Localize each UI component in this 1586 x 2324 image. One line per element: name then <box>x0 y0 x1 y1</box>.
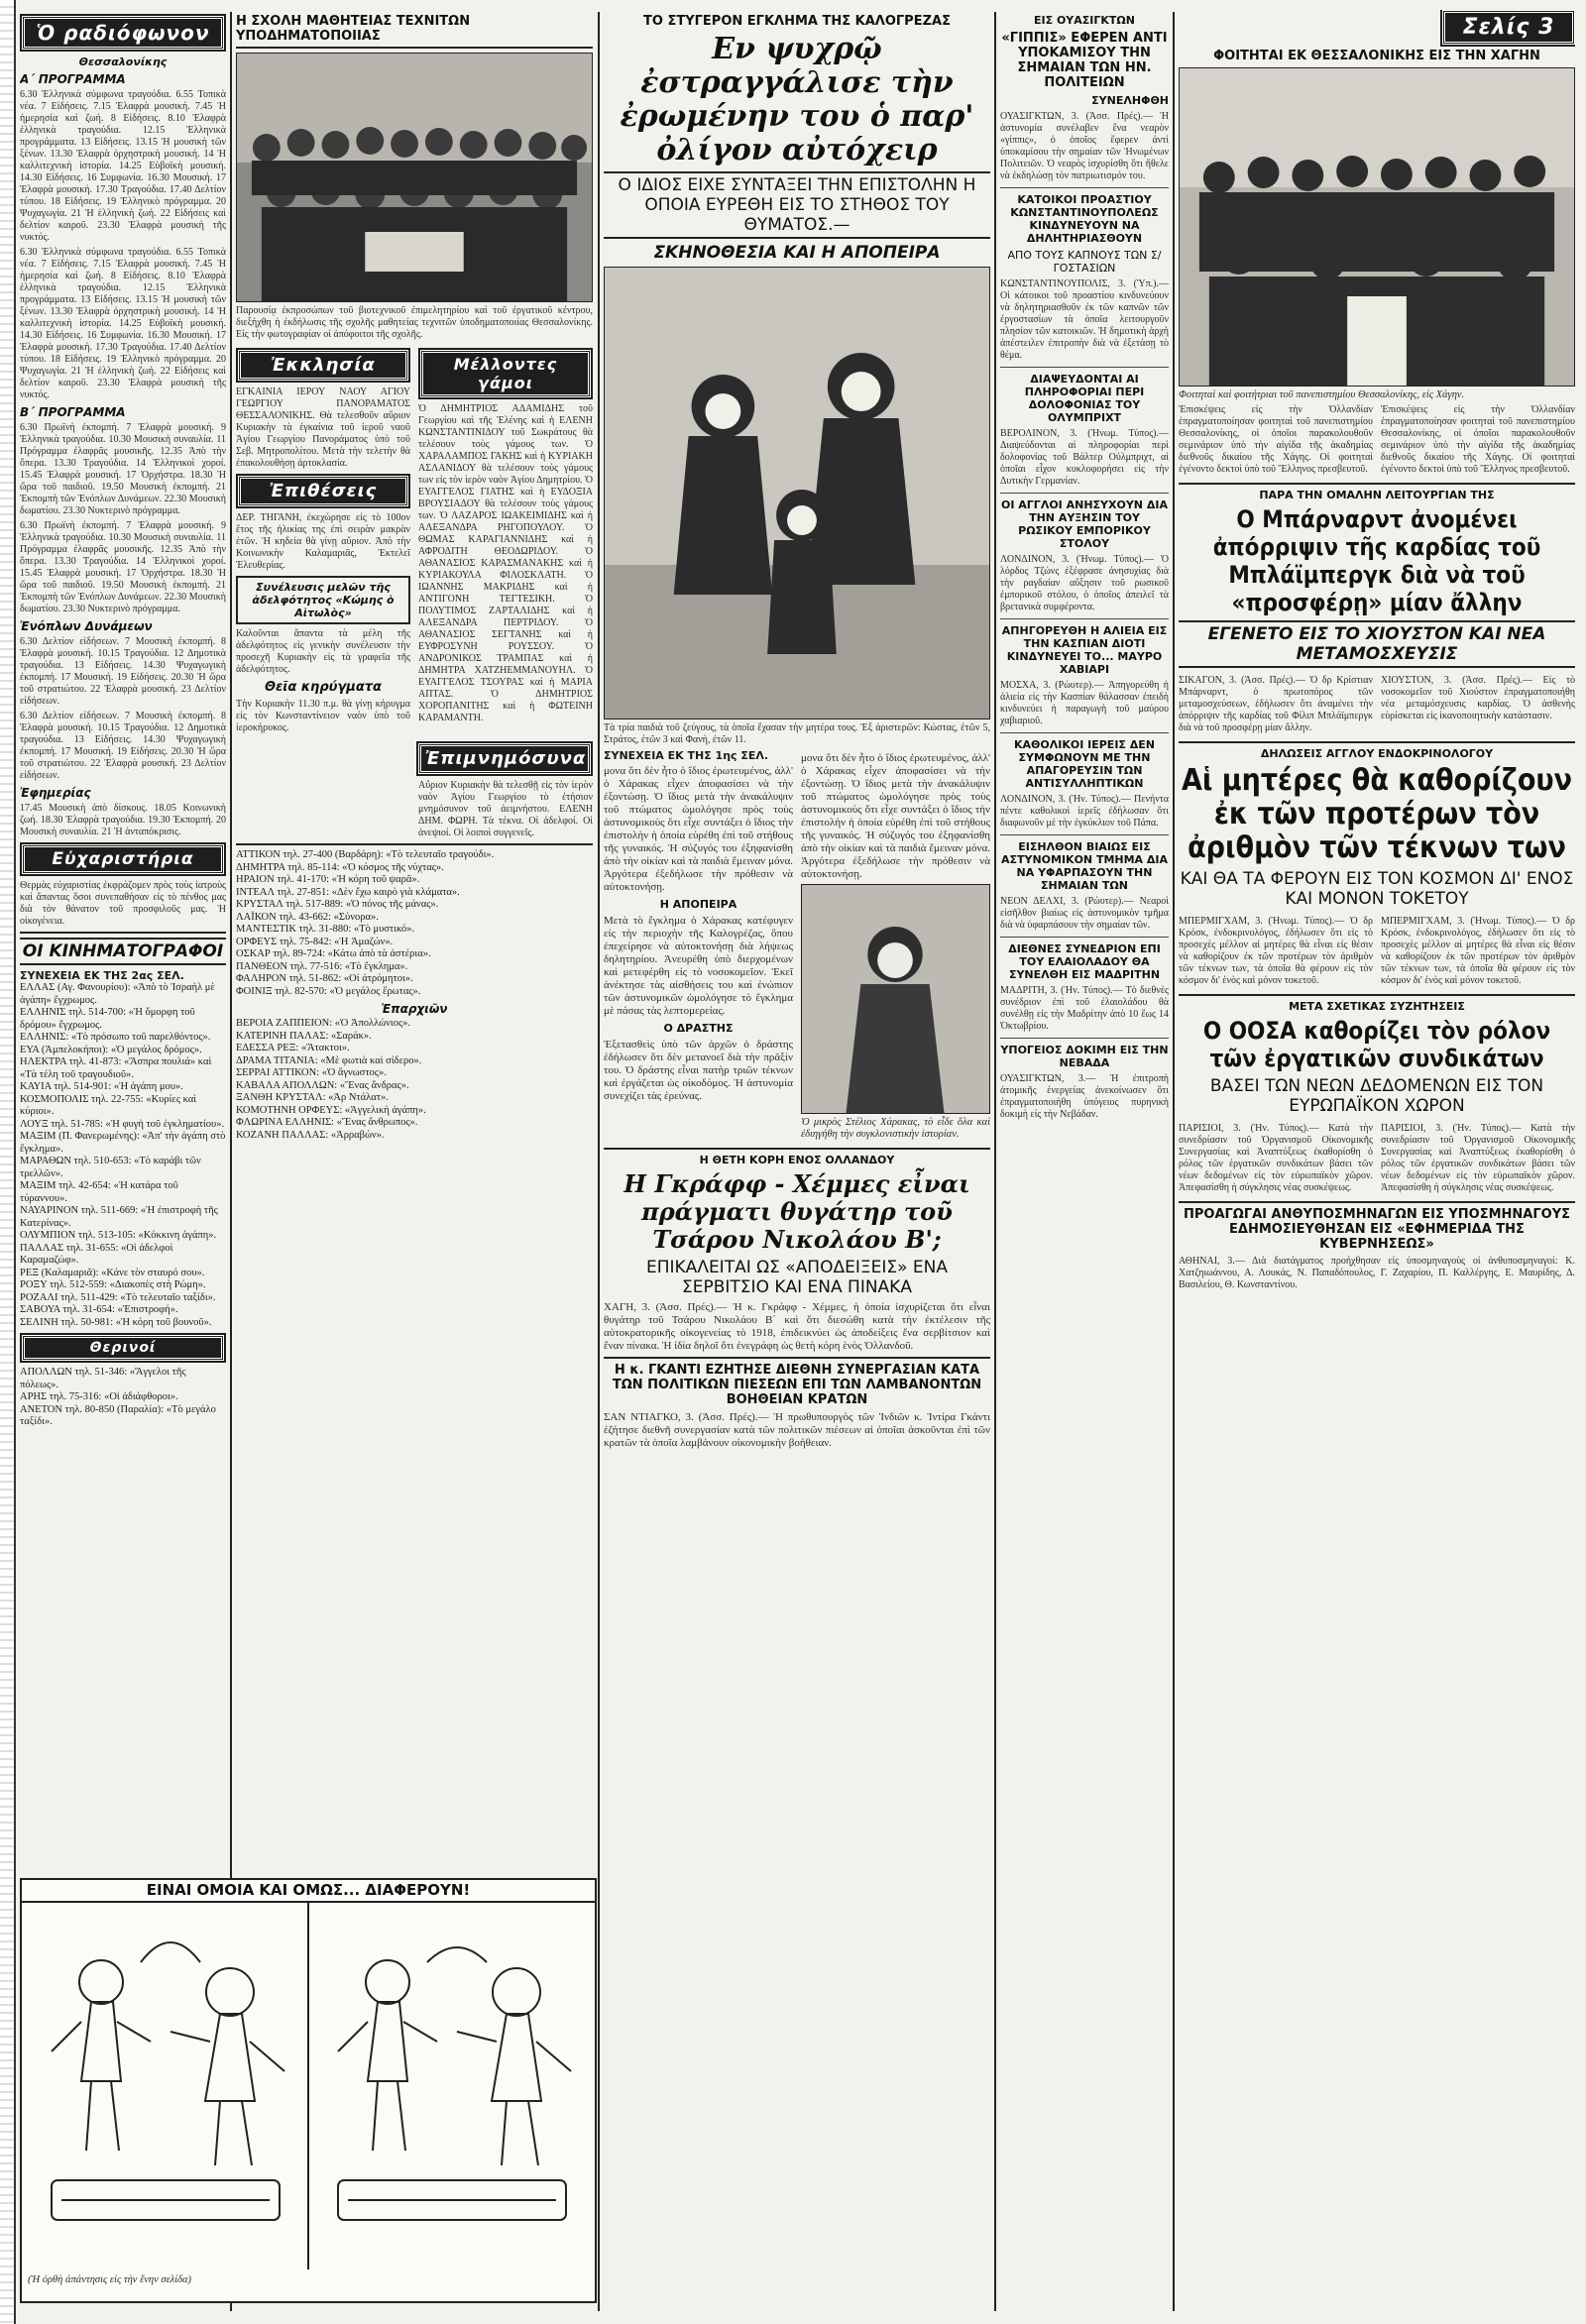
oecd-body: ΠΑΡΙΣΙΟΙ, 3. (Ἡν. Τύπος).— Κατὰ τὴν συνεδρίασιν τοῦ Ὀργανισμοῦ Οἰκονομικῆς Συνεργασίας καὶ Ἀναπτύξεως ἐκαθορίσθη ὁ ρόλος τῶν ἐργατικῶν συνδικάτων βάσει τῶν νέων δεδομένων εἰς τὸν εὐρωπαϊκὸν χῶρον. Ἀπεφασίσθη ἡ σύγκλησις νέας συσκέψεως. <box>1179 1123 1373 1193</box>
crime-body-right <box>801 749 990 1144</box>
cartoon-caption: (Ἡ ὀρθὴ ἀπάντησις εἰς τὴν ἕνην σελίδα) <box>28 2274 192 2285</box>
fleet-headline: ΟΙ ΑΓΓΛΟΙ ΑΝΗΣΥΧΟΥΝ ΔΙΑ ΤΗΝ ΑΥΞΗΣΙΝ ΤΟΥ ΡΩΣΙΚΟΥ ΕΜΠΟΡΙΚΟΥ ΣΤΟΛΟΥ <box>1001 498 1168 550</box>
ulbricht-headline: ΔΙΑΨΕΥΔΟΝΤΑΙ ΑΙ ΠΛΗΡΟΦΟΡΙΑΙ ΠΕΡΙ ΔΟΛΟΦΟΝΙΑΣ ΤΟΥ ΟΛΥΜΠΡΙΧΤ <box>1024 373 1145 424</box>
church-title: Ἐκκλησία <box>238 350 408 381</box>
istanbul-body: ΚΩΝΣΤΑΝΤΙΝΟΥΠΟΛΙΣ, 3. (Ὑπ.).— Οἱ κάτοικοι τοῦ προαστίου κινδυνεύουν νὰ δηλητηριασθοῦν ἐκ τῶν καπνῶν τῶν ἐργοστασίων τὰ ὁποῖα λειτουργοῦν πλησίον τῶν κατοικιῶν. Ἡ δημοτικὴ ἀρχὴ ἀπέστειλεν ἐπιτροπὴν διὰ νὰ ἐξετάσῃ τὸ θέμα. <box>1000 278 1169 361</box>
page-header-row <box>1179 10 1575 45</box>
cartoon-drawing <box>22 1903 595 2269</box>
program-b-heading: Β΄ ΠΡΟΓΡΑΜΜΑ <box>20 405 126 419</box>
anniversaries-text: Αὔριον Κυριακὴν θὰ τελεσθῇ εἰς τὸν ἱερὸν ναὸν Ἁγίου Γεωργίου τὸ ἐτήσιον μνημόσυνον τοῦ ἀειμνήστου. ΕΛΕΝΗ ΔΗΜ. ΦΩΡΗ. Τὰ τέκνα. Οἱ ἀδελφοί. Οἱ ἀνεψιοί. Οἱ λοιποὶ συγγενεῖς. <box>418 780 593 838</box>
weddings-title: Μέλλοντες γάμοι <box>420 350 591 397</box>
barnard-body-columns <box>1179 672 1575 737</box>
cinema-listing: ΠΑΛΛΑΣ τηλ. 31-655: «Οἱ ἀδελφοὶ Καραμαζώφ». <box>20 1242 173 1266</box>
cinema-listing: ΚΑΥΙΑ τηλ. 514-901: «Ἡ ἀγάπη μου». <box>20 1081 183 1092</box>
cinema-listing: ΚΡΥΣΤΑΛ τηλ. 517-889: «Ὁ πόνος τῆς μάνας». <box>236 899 439 910</box>
mothers-deck: ΚΑΙ ΘΑ ΤΑ ΦΕΡΟΥΝ ΕΙΣ ΤΟΝ ΚΟΣΜΟΝ ΔΙ' ΕΝΟΣ ΚΑΙ ΜΟΝΟΝ ΤΟΚΕΤΟΥ <box>1180 869 1574 909</box>
cinema-listing: ΡΟΞΥ τηλ. 512-559: «Διακοπὲς στὴ Ρώμη». <box>20 1279 206 1290</box>
school-title: Η ΣΧΟΛΗ ΜΑΘΗΤΕΙΑΣ ΤΕΧΝΙΤΩΝ ΥΠΟΔΗΜΑΤΟΠΟΙΙΑΣ <box>236 14 593 49</box>
church-text: ΕΓΚΑΙΝΙΑ ΙΕΡΟΥ ΝΑΟΥ ΑΓΙΟΥ ΓΕΩΡΓΙΟΥ ΠΑΝΟΡΑΜΑΤΟΣ ΘΕΣΣΑΛΟΝΙΚΗΣ. Θὰ τελεσθοῦν αὔριον Κυριακὴν τὰ ἐγκαίνια τοῦ ἱεροῦ ναοῦ Ἁγίου Γεωργίου Πανοράματος ὑπὸ τοῦ Σεβ. Μητροπολίτου. Μετὰ τὴν τελετὴν θὰ ἐπακολουθήσῃ ἀρτοκλασία. <box>236 387 410 469</box>
caviar-headline: ΑΠΗΓΟΡΕΥΘΗ Η ΑΛΙΕΙΑ ΕΙΣ ΤΗΝ ΚΑΣΠΙΑΝ ΔΙΟΤΙ ΚΙΝΔΥΝΕΥΕΙ ΤΟ... ΜΑΥΡΟ ΧΑΒΙΑΡΙ <box>1001 624 1168 676</box>
summer-cinema-listing: ΑΠΟΛΛΩΝ τηλ. 51-346: «Ἄγγελοι τῆς πόλεως». <box>20 1367 186 1390</box>
summer-cinemas-list <box>20 1367 226 1429</box>
crime-continued: ΣΥΝΕΧΕΙΑ ΕΚ ΤΗΣ 1ης ΣΕΛ. <box>604 749 769 762</box>
cinema-listing: ΛΑΪΚΟΝ τηλ. 43-662: «Σύνορα». <box>236 911 379 923</box>
page-binding-edge <box>0 0 16 2324</box>
province-cinema-listing: ΚΟΜΟΤΗΝΗ ΟΡΦΕΥΣ: «Ἀγγελικὴ ἀγάπη». <box>236 1104 426 1116</box>
summer-cinemas-title: Θερινοί <box>22 1335 224 1361</box>
school-caption: Παρουσίᾳ ἐκπροσώπων τοῦ βιοτεχνικοῦ ἐπιμελητηρίου καὶ τοῦ ἐργατικοῦ κέντρου, διεξήχθη ἡ ἐκδήλωσις τῆς σχολῆς μαθητείας τεχνιτῶν ὑποδηματοποιίας Θεσσαλονίκης. Εἰς τὴν φωτογραφίαν οἱ ἀπόφοιτοι τῆς σχολῆς. <box>236 305 593 340</box>
armed-forces-text-cont: 6.30 Δελτίον εἰδήσεων. 7 Μουσικὴ ἐκπομπή. 8 Ἐλαφρὰ μουσική. 10.15 Τραγούδια. 12 Δημοτικὰ τραγούδια. 13 Εἰδήσεις. 14.30 Ψυχαγωγικὴ ἐκπομπή. 17 Μουσική. 19 Εἰδήσεις. 20.30 Ἡ ὥρα τοῦ στρατιώτου. 22 Ἐλαφρὰ μουσική. 23 Δελτίον εἰδήσεων. <box>20 711 226 781</box>
promotions-body: ΑΘΗΝΑΙ, 3.— Διὰ διατάγματος προήχθησαν εἰς ὑποσμηναγοὺς οἱ ἀνθυποσμηναγοί: Κ. Χατζηιωάννου, Α. Λουκάς, Ν. Παπαδόπουλος, Γ. Ζαχαρίου, Π. Καλλέργης, Ε. Μαυρίδης, Δ. Βασιλείου, Θ. Κωνσταντίνου. <box>1179 1256 1575 1290</box>
hippie-headline: «ΓΙΠΠΙΣ» ΕΦΕΡΕΝ ΑΝΤΙ ΥΠΟΚΑΜΙΣΟΥ ΤΗΝ ΣΗΜΑΙΑΝ ΤΩΝ ΗΝ. ΠΟΛΙΤΕΙΩΝ <box>1001 31 1168 90</box>
duty-text: 17.45 Μουσικὴ ἀπὸ δίσκους. 18.05 Κοινωνικὴ ζωή. 18.30 Ἐλαφρὰ τραγούδια. 19.30 Ἐκπομπή. 20 Μουσικὴ συναυλία. 21 Ἡ ἀνταπόκρισις. <box>20 803 226 837</box>
nevada-body: ΟΥΑΣΙΓΚΤΩΝ, 3.— Ἡ ἐπιτροπὴ ἀτομικῆς ἐνεργείας ἀνεκοίνωσεν ὅτι ἐπραγματοποιήθη ὑπόγειος πυρηνικὴ δοκιμὴ εἰς τὴν Νεβάδαν. <box>1000 1073 1169 1120</box>
oecd-headline: Ο ΟΟΣΑ καθορίζει τὸν ρόλον τῶν ἐργατικῶν συνδικάτων <box>1202 1017 1551 1072</box>
oecd-body-columns <box>1179 1120 1575 1197</box>
boy-photo-caption: Ὁ μικρὸς Στέλιος Χάρακας, τὸ εἶδε ὅλα καὶ ἐδιηγήθη τὴν συγκλονιστικὴν ἱστορίαν. <box>801 1117 990 1140</box>
barnard-deck: ΕΓΕΝΕΤΟ ΕΙΣ ΤΟ ΧΙΟΥΣΤΟΝ ΚΑΙ ΝΕΑ ΜΕΤΑΜΟΣΧΕΥΣΙΣ <box>1179 620 1575 668</box>
cinema-listing: ΜΑΞΙΜ τηλ. 42-654: «Ἡ κατάρα τοῦ τύραννου». <box>20 1180 178 1204</box>
weddings-text: Ὁ ΔΗΜΗΤΡΙΟΣ ΑΔΑΜΙΔΗΣ τοῦ Γεωργίου καὶ τῆς Ἑλένης καὶ ἡ ΕΛΕΝΗ ΚΩΝΣΤΑΝΤΙΝΙΔΟΥ τοῦ Σωκράτους θὰ τελέσουν τοὺς γάμους των. Ὁ ΧΑΡΑΛΑΜΠΟΣ ΓΑΚΗΣ καὶ ἡ ΚΥΡΙΑΚΗ ΑΣΛΑΝΙΔΟΥ θὰ τελέσουν τοὺς γάμους των εἰς τὸν ἱερὸν ναὸν Ἁγίου Δημητρίου. Ὁ ΕΥΑΓΓΕΛΟΣ ΓΙΑΤΗΣ καὶ ἡ ΕΥΔΟΞΙΑ ΒΡΟΥΣΙΑΔΟΥ θὰ τελέσουν τοὺς γάμους των. Ὁ ΛΑΖΑΡΟΣ ΙΩΑΚΕΙΜΙΔΗΣ καὶ ἡ ΑΛΕΞΑΝΔΡΑ ΡΗΓΟΠΟΥΛΟΥ. Ὁ ΘΩΜΑΣ ΚΑΡΑΓΙΑΝΝΙΔΗΣ καὶ ἡ ΑΦΡΟΔΙΤΗ ΘΕΟΔΩΡΙΔΟΥ. Ὁ ΑΘΑΝΑΣΙΟΣ ΚΑΡΑΣΜΑΝΑΚΗΣ καὶ ἡ ΚΥΡΙΑΚΟΥΛΑ ΦΙΛΟΣΚΛΑΤΗ. Ὁ ΙΩΑΝΝΗΣ ΜΑΚΡΙΔΗΣ καὶ ἡ ΑΝΤΙΓΟΝΗ ΤΕΓΤΕΣΙΚΗ. Ὁ ΠΟΛΥΤΙΜΟΣ ΖΑΡΤΑΛΙΔΗΣ καὶ ἡ ΑΛΕΞΑΝΔΡΑ ΠΕΡΤΡΙΔΟΥ. Ὁ ΑΘΑΝΑΣΙΟΣ ΣΕΓΤΑΝΗΣ καὶ ἡ ΕΥΦΡΟΣΥΝΗ ΡΟΥΣΣΟΥ. Ὁ ΑΝΔΡΟΝΙΚΟΣ ΤΡΑΜΠΑΣ καὶ ἡ ΔΗΜΗΤΡΑ ΧΑΤΖΗΕΜΜΑΝΟΥΗΛ. Ὁ ΕΥΑΓΓΕΛΟΣ ΤΣΟΥΡΑΣ καὶ ἡ ΜΑΡΙΑ ΑΠΤΑΣ. Ὁ ΔΗΜΗΤΡΙΟΣ ΧΟΡΟΠΑΝΙΤΗΣ καὶ ἡ ΦΩΤΕΙΝΗ ΚΑΡΑΜΑΝΤΗ. <box>418 403 593 723</box>
ulbricht-body: ΒΕΡΟΛΙΝΟΝ, 3. (Ἡνωμ. Τύπος).— Διαψεύδονται αἱ πληροφορίαι περὶ δολοφονίας τοῦ Βάλτερ Οὐλμπριχτ, αἱ ὁποῖαι εἶχον κυκλοφορήσει εἰς τὴν Δυτικὴν Γερμανίαν. <box>1000 428 1169 487</box>
births-title: Ἐπιθέσεις <box>238 476 408 506</box>
barnard-headline: Ο Μπάρναρντ ἀνομένει ἀπόρριψιν τῆς καρδίας τοῦ Μπλάϊμπεργκ διὰ νὰ τοῦ «προσφέρῃ» μίαν ἄλλην <box>1212 505 1541 616</box>
hippie-kicker: ΕΙΣ ΟΥΑΣΙΓΚΤΩΝ <box>1034 14 1135 27</box>
hippie-body: ΟΥΑΣΙΓΚΤΩΝ, 3. (Ἀσσ. Πρές).— Ἡ ἀστυνομία συνέλαβεν ἕνα νεαρὸν «γίππις», ὁ ὁποῖος ἔφερεν ἀντὶ ὑποκαμίσου τὴν σημαίαν τῶν Ἡνωμένων Πολιτειῶν. Ὁ νεαρὸς ἰσχυρίσθη ὅτι ἤθελε νὰ ἐκδηλώσῃ τὸν πατριωτισμόν του. <box>1000 111 1169 181</box>
cinema-listing: ΜΑΝΤΕΣΤΙΚ τηλ. 31-880: «Τὸ μυστικό». <box>236 924 415 935</box>
province-cinema-listing: ΚΟΖΑΝΗ ΠΑΛΛΑΣ: «Ἀρραβών». <box>236 1129 385 1141</box>
program-b-text: 6.30 Πρωϊνὴ ἐκπομπή. 7 Ἐλαφρὰ μουσική. 9 Ἑλληνικὰ τραγούδια. 10.30 Μουσικὴ συναυλία. 11 Πρόγραμμα ἐλαφρᾶς μουσικῆς. 12.35 Ἀπὸ τὴν ὄπερα. 13.30 Τραγούδια. 14 Ἐλληνικοὶ χοροί. 15.45 Ἐλαφρὰ μουσική. 17 Ὀρχήστρα. 18.30 Ἡ ὥρα τοῦ παιδιοῦ. 19.50 Μουσικὴ ἐκπομπή. 21 Ἐκπομπὴ τῶν Ἐνόπλων Δυνάμεων. 22.30 Μουσικὴ δωματίου. 23.30 Νυκτερινὸ πρόγραμμα. <box>20 422 226 516</box>
province-cinema-listing: ΦΛΩΡΙΝΑ ΕΛΛΗΝΙΣ: «Ἕνας ἄνθρωπος». <box>236 1117 418 1128</box>
tsar-body: ΧΑΓΗ, 3. (Ἀσσ. Πρές).— Ἡ κ. Γκράφφ - Χέμμες, ἡ ὁποία ἰσχυρίζεται ὅτι εἶναι θυγάτηρ τοῦ Τσάρου Νικολάου Β΄ καὶ ὅτι διεσώθη κατὰ τὴν ἐκτέλεσιν τῆς αὐτοκρατορικῆς οἰκογενείας τὸ 1918, ἐπιδεικνύει ὡς ἀποδείξεις ἕνα σερβίτσιον καὶ ἕναν πίνακα. Ἡ ἰδία δηλοῖ ὅτι ἐνεγράφη ὡς θετὴ κόρη ἑνὸς Ὀλλανδοῦ. <box>604 1301 990 1352</box>
oecd-deck: ΒΑΣΕΙ ΤΩΝ ΝΕΩΝ ΔΕΔΟΜΕΝΩΝ ΕΙΣ ΤΟΝ ΕΥΡΩΠΑΪΚΟΝ ΧΩΡΟΝ <box>1209 1076 1544 1116</box>
crime-body-columns <box>604 749 990 1144</box>
province-cinema-listing: ΞΑΝΘΗ ΚΡΥΣΤΑΛ: «Ἀρ Ντάλατ». <box>236 1092 389 1103</box>
cinema-listing: ΟΣΚΑΡ τηλ. 89-724: «Κάτω ἀπὸ τὰ ἀστέρια». <box>236 948 431 959</box>
column-rule <box>598 12 600 2311</box>
cinema-listing: ΕΥΑ (Ἀμπελοκήποι): «Ὁ μεγάλος δρόμος». <box>20 1044 202 1055</box>
cinema-listing: ΜΑΡΑΘΩΝ τηλ. 510-653: «Τὸ καράβι τῶν τρελλῶν». <box>20 1156 201 1179</box>
cinemas-title: ΟΙ ΚΙΝΗΜΑΤΟΓΡΑΦΟΙ <box>20 938 226 965</box>
meeting-title: Συνέλευσις μελῶν τῆς ἀδελφότητος «Κώμης ὁ Αἰτωλὸς» <box>236 576 410 624</box>
cinema-listing: ΛΟΥΞ τηλ. 51-785: «Ἡ φυγὴ τοῦ ἐγκληματίου». <box>20 1118 225 1130</box>
children-photo <box>604 267 990 719</box>
tsar-headline: Η Γκράφφ - Χέμμες εἶναι πράγματι θυγάτηρ τοῦ Τσάρου Νικολάου Β'; <box>623 1169 970 1254</box>
boy-photo <box>801 884 990 1114</box>
cinema-listing: ΑΤΤΙΚΟΝ τηλ. 27-400 (Βαρδάρη): «Τὸ τελευταῖο τραγούδι». <box>236 849 495 860</box>
barnard-kicker: ΠΑΡΑ ΤΗΝ ΟΜΑΛΗΝ ΛΕΙΤΟΥΡΓΙΑΝ ΤΗΣ <box>1259 489 1495 501</box>
perp-title: Ο ΔΡΑΣΤΗΣ <box>663 1022 734 1035</box>
crime-kicker: ΤΟ ΣΤΥΓΕΡΟΝ ΕΓΚΛΗΜΑ ΤΗΣ ΚΑΛΟΓΡΕΖΑΣ <box>643 14 951 29</box>
cinema-listing: ΦΑΛΗΡΟΝ τηλ. 51-862: «Οἱ ἀτρόμητοι». <box>236 973 413 984</box>
students-body-wrap <box>1179 404 1575 479</box>
istanbul-headline: ΚΑΤΟΙΚΟΙ ΠΡΟΑΣΤΙΟΥ ΚΩΝΣΤΑΝΤΙΝΟΥΠΟΛΕΩΣ ΚΙΝΔΥΝΕΥΟΥΝ ΝΑ ΔΗΛΗΤΗΡΙΑΣΘΟΥΝ <box>1010 193 1159 245</box>
students-caption: Φοιτηταὶ καὶ φοιτήτριαι τοῦ πανεπιστημίου Θεσσαλονίκης, εἰς Χάγην. <box>1179 389 1465 400</box>
students-body: Ἐπισκέψεις εἰς τὴν Ὀλλανδίαν ἐπραγματοποίησαν φοιτηταὶ τοῦ πανεπιστημίου Θεσσαλονίκης, οἱ ὁποῖοι παρακολουθοῦν σεμινάριον ὑπὸ τὴν αἰγίδα τῆς ἀκαδημίας διεθνοῦς δικαίου τῆς Χάγης. Οἱ φοιτηταὶ ἐγένοντο δεκτοὶ ὑπὸ τοῦ Ἕλληνος πρεσβευτοῦ. <box>1179 404 1373 475</box>
flag-body: ΝΕΟΝ ΔΕΛΧΙ, 3. (Ρώυτερ).— Νεαροὶ εἰσῆλθον βιαίως εἰς ἀστυνομικὸν τμῆμα διὰ νὰ ὑφαρπάσουν τὴν σημαίαν τῶν. <box>1000 896 1169 931</box>
cinema-listing: ΕΛΛΗΝΙΣ τηλ. 514-700: «Ἡ ὄμορφη τοῦ δρόμου» ἔγχρωμος. <box>20 1007 195 1031</box>
cinemas-list-continued <box>236 849 593 998</box>
crime-body-1b: μονα ὅτι δὲν ἦτο ὁ ἴδιος ἐρωτευμένος, ἀλλ' ὁ Χάρακας εἶχεν ἀποφασίσει νὰ τὴν ἐξοντώσῃ. Ὁ ἴδιος μετὰ τὴν ἀνακάλυψιν τοῦ πτώματος ὡμολόγησε πρὸς τοὺς ἀστυνομικοὺς ὅτι εἶχε συντάξει ὁ ἴδιος τὴν ἐπιστολὴν ἡ ὁποία εὑρέθη ἐπὶ τοῦ στήθους τῆς γυναικός. Ἡ σύζυγός του ἐξηφανίσθη ἀπὸ τὴν οἰκίαν καὶ τὰ παιδιὰ ἔμειναν μόνα. Ἀργότερα ἐξεδήλωσε τὴν πρόθεσιν νὰ αὐτοκτονήσῃ. <box>801 752 990 880</box>
mothers-body-columns <box>1179 913 1575 990</box>
oecd-kicker: ΜΕΤΑ ΣΧΕΤΙΚΑΣ ΣΥΖΗΤΗΣΕΙΣ <box>1289 1000 1465 1013</box>
social-right <box>418 344 593 737</box>
column-rule <box>994 12 996 2311</box>
gandhi-headline: Η κ. ΓΚΑΝΤΙ ΕΖΗΤΗΣΕ ΔΙΕΘΝΗ ΣΥΝΕΡΓΑΣΙΑΝ ΚΑΤΑ ΤΩΝ ΠΟΛΙΤΙΚΩΝ ΠΙΕΣΕΩΝ ΕΠΙ ΤΩΝ ΛΑΜΒΑΝΟΝΤΩΝ ΒΟΗΘΕΙΑΝ ΚΡΑΤΩΝ <box>612 1363 982 1407</box>
province-cinema-listing: ΕΔΕΣΣΑ ΡΕΞ: «Ἄτακτοι». <box>236 1043 350 1053</box>
sermons-text: Τὴν Κυριακὴν 11.30 π.μ. θὰ γίνῃ κήρυγμα εἰς τὸν Κωνσταντίνειον ναὸν ὑπὸ τοῦ ἱεροκήρυκος. <box>236 699 410 733</box>
crime-deck: Ο ΙΔΙΟΣ ΕΙΧΕ ΣΥΝΤΑΞΕΙ ΤΗΝ ΕΠΙΣΤΟΛΗΝ Η ΟΠΟΙΑ ΕΥΡΕΘΗ ΕΙΣ ΤΟ ΣΤΗΘΟΣ ΤΟΥ ΘΥΜΑΤΟΣ.— <box>604 171 990 239</box>
crime-body-3: Ἐξετασθεὶς ὑπὸ τῶν ἀρχῶν ὁ δράστης ἐδήλωσεν ὅτι δὲν μετανοεῖ διὰ τὴν πρᾶξίν του. Ὁ δράστης εἶναι πατὴρ τριῶν τέκνων καὶ ἐργάζεται ὡς οἰκοδόμος. Ἡ ἀστυνομία συνεχίζει τὰς ἐρεύνας. <box>604 1039 793 1102</box>
duty-heading: Ἐφημερίας <box>20 786 91 800</box>
summer-cinema-listing: ΑΡΗΣ τηλ. 75-316: «Οἱ ἀδιάφθοροι». <box>20 1391 178 1402</box>
armed-forces-text: 6.30 Δελτίον εἰδήσεων. 7 Μουσικὴ ἐκπομπή. 8 Ἐλαφρὰ μουσική. 10.15 Τραγούδια. 12 Δημοτικὰ τραγούδια. 13 Εἰδήσεις. 14.30 Ψυχαγωγικὴ ἐκπομπή. 17 Μουσική. 19 Εἰδήσεις. 20.30 Ἡ ὥρα τοῦ στρατιώτου. 22 Ἐλαφρὰ μουσική. 23 Δελτίον εἰδήσεων. <box>20 636 226 707</box>
column-crime <box>604 10 990 2314</box>
cinema-listing: ΙΝΤΕΑΛ τηλ. 27-851: «Δὲν ἔχω καιρὸ γιὰ κλάματα». <box>236 886 460 898</box>
gandhi-body: ΣΑΝ ΝΤΙΑΓΚΟ, 3. (Ἀσσ. Πρές).— Ἡ πρωθυπουργὸς τῶν Ἰνδιῶν κ. Ἰντίρα Γκάντι ἐζήτησε διεθνῆ συνεργασίαν κατὰ τῶν πολιτικῶν πιέσεων αἱ ὁποῖαι ἀσκοῦνται ἐπὶ τῶν κρατῶν τὰ ὁποῖα λαμβάνουν οἰκονομικὴν βοήθειαν. <box>604 1411 990 1449</box>
cinemas-list <box>20 982 226 1329</box>
cinema-listing: ΡΕΞ (Καλαμαριᾶ): «Κάνε τὸν σταυρό σου». <box>20 1267 205 1278</box>
tsar-deck: ΕΠΙΚΑΛΕΙΤΑΙ ΩΣ «ΑΠΟΔΕΙΞΕΙΣ» ΕΝΑ ΣΕΡΒΙΤΣΙΟ ΚΑΙ ΕΝΑ ΠΙΝΑΚΑ <box>646 1258 948 1297</box>
houston-body: ΧΙΟΥΣΤΟΝ, 3. (Ἀσσ. Πρές).— Εἰς τὸ νοσοκομεῖον τοῦ Χιούστον ἐπραγματοποιήθη νέα μεταμόσχευσις καρδίας. Ὁ ἀσθενὴς εὑρίσκεται εἰς ἱκανοποιητικὴν κατάστασιν. <box>1381 675 1575 721</box>
students-body-cont: Ἐπισκέψεις εἰς τὴν Ὀλλανδίαν ἐπραγματοποίησαν φοιτηταὶ τοῦ πανεπιστημίου Θεσσαλονίκης, οἱ ὁποῖοι παρακολουθοῦν σεμινάριον ὑπὸ τὴν αἰγίδα τῆς ἀκαδημίας διεθνοῦς δικαίου τῆς Χάγης. Οἱ φοιτηταὶ ἐγένοντο δεκτοὶ ὑπὸ τοῦ Ἕλληνος πρεσβευτοῦ. <box>1381 404 1575 475</box>
children-photo-caption: Τὰ τρία παιδιὰ τοῦ ζεύγους, τὰ ὁποῖα ἔχασαν τὴν μητέρα τους. Ἐξ ἀριστερῶν: Κώστας, ἐτῶν 5, Στράτος, ἐτῶν 3 καὶ Φανὴ, ἐτῶν 11. <box>604 722 990 745</box>
cartoon-panel <box>20 1878 597 2303</box>
armed-forces-heading: Ἐνόπλων Δυνάμεων <box>20 619 153 633</box>
promotions-headline: ΠΡΟΑΓΩΓΑΙ ΑΝΘΥΠΟΣΜΗΝΑΓΩΝ ΕΙΣ ΥΠΟΣΜΗΝΑΓΟΥΣ ΕΔΗΜΟΣΙΕΥΘΗΣΑΝ ΕΙΣ «ΕΦΗΜΕΡΙΔΑ ΤΗΣ ΚΥΒΕΡΝΗΣΕΩΣ» <box>1183 1207 1570 1252</box>
cinema-listing: ΠΑΝΘΕΟΝ τηλ. 77-516: «Τὸ ἔγκλημα». <box>236 960 408 972</box>
attempt-title: Η ΑΠΟΠΕΙΡΑ <box>659 898 737 911</box>
social-left <box>236 344 410 737</box>
caviar-body: ΜΟΣΧΑ, 3. (Ρώυτερ).— Ἀπηγορεύθη ἡ ἁλιεία εἰς τὴν Κασπίαν θάλασσαν ἐπειδὴ κινδυνεύει ἡ παραγωγὴ τοῦ μαύρου χαβιαριοῦ. <box>1000 680 1169 726</box>
provinces-list <box>236 1018 593 1142</box>
cartoon-title: ΕΙΝΑΙ ΟΜΟΙΑ ΚΑΙ ΟΜΩΣ... ΔΙΑΦΕΡΟΥΝ! <box>22 1880 595 1903</box>
mothers-headline: Αἱ μητέρες θὰ καθορίζουν ἐκ τῶν προτέρων τὸν ἀριθμὸν τῶν τέκνων των <box>1181 763 1573 865</box>
mothers-body-cont: ΜΠΕΡΜΙΓΧΑΜ, 3. (Ἡνωμ. Τύπος).— Ὁ δρ Κρόσκ, ἐνδοκρινολόγος, ἐδήλωσεν ὅτι εἰς τὸ προσεχὲς μέλλον αἱ μητέρες θὰ εἶναι εἰς θέσιν νὰ καθορίζουν ἐκ τῶν προτέρων τὸν ἀριθμὸν τῶν τέκνων των, τὰ ὁποῖα θὰ φέρουν εἰς τὸν κόσμον δι' ἑνὸς καὶ μόνον τοκετοῦ. <box>1381 916 1575 986</box>
cinema-listing: ΟΡΦΕΥΣ τηλ. 75-842: «Ἡ Ἀμαζών». <box>236 936 394 947</box>
students-photo <box>1179 67 1575 387</box>
provinces-title: Ἐπαρχιῶν <box>381 1002 448 1016</box>
program-a-text-cont: 6.30 Ἑλληνικὰ σύμφωνα τραγούδια. 6.55 Τοπικὰ νέα. 7 Εἰδήσεις. 7.15 Ἐλαφρὰ μουσική. 7.45 Ἡ ἡμερησία καὶ ζωή. 8 Εἰδήσεις. 8.10 Ἐλαφρὰ ἑλληνικὰ τραγούδια. 12.15 Ἑλληνικὰ προγράμματα. 13 Εἰδήσεις. 13.15 Ἡ μουσικὴ τῶν ξένων. 13.30 Ἐλαφρὰ ὀρχηστρικὴ μουσική. 14 Ἡ καλλιτεχνικὴ ἱστορία. 14.25 Εὐβοϊκὴ μουσική. 14.30 Εἰδήσεις. 16 Συμφωνία. 16.30 Μουσική. 17 Ἐλαφρὰ μουσική. 17.30 Τραγούδια. 17.40 Δελτίον τύπου. 18 Εἰδήσεις. 19 Ἐλληνικὸ πρόγραμμα. 20 Ψυχαγωγία. 21 Ἡ ἑλληνικὴ ζωή. 22 Εἰδήσεις καὶ δελτίον καιροῦ. 23.30 Ἐλαφρὰ μουσικὴ τῆς νυκτός. <box>20 247 226 400</box>
cinema-listing: ΕΛΛΑΣ (Αγ. Φανουρίου): «Ἀπὸ τὸ Ἰσραὴλ μὲ ἀγάπη» ἔγχρωμος. <box>20 982 215 1006</box>
cinema-listing: ΣΑΒΟΥΑ τηλ. 31-654: «Ἐπιστροφή». <box>20 1304 178 1315</box>
students-title: ΦΟΙΤΗΤΑΙ ΕΚ ΘΕΣΣΑΛΟΝΙΚΗΣ ΕΙΣ ΤΗΝ ΧΑΓΗΝ <box>1213 49 1540 63</box>
province-cinema-listing: ΚΑΤΕΡΙΝΗ ΠΑΛΑΣ: «Σαράκ». <box>236 1030 372 1042</box>
province-cinema-listing: ΔΡΑΜΑ ΤΙΤΑΝΙΑ: «Μὲ φωτιὰ καὶ σίδερο». <box>236 1054 422 1066</box>
column-rule <box>1173 12 1175 2311</box>
province-cinema-listing: ΣΕΡΡΑΙ ΑΤΤΙΚΟΝ: «Ὁ ἄγνωστος». <box>236 1067 387 1078</box>
social-columns <box>236 344 593 737</box>
meeting-text: Καλοῦνται ἅπαντα τὰ μέλη τῆς ἀδελφότητος εἰς γενικὴν συνέλευσιν τὴν προσεχῆ Κυριακὴν εἰς τὰ γραφεῖα τῆς ἀδελφότητος. <box>236 628 410 675</box>
column-international <box>1179 10 1575 2314</box>
hippie-tag: ΣΥΝΕΛΗΦΘΗ <box>1091 94 1169 107</box>
thanks-section-title: Εὐχαριστήρια <box>22 844 224 874</box>
cinema-listing: ΕΛΛΗΝΙΣ: «Τὸ πρόσωπο τοῦ παρελθόντος». <box>20 1032 211 1043</box>
cinema-listing: ΗΡΑΙΟΝ τηλ. 41-170: «Ἡ κόρη τοῦ ψαρᾶ». <box>236 874 420 885</box>
mothers-kicker: ΔΗΛΩΣΕΙΣ ΑΓΓΛΟΥ ΕΝΔΟΚΡΙΝΟΛΟΓΟΥ <box>1260 747 1494 760</box>
crime-body-2: Μετὰ τὸ ἔγκλημα ὁ Χάρακας κατέφυγεν εἰς τὴν περιοχὴν τῆς Καλογρέζας, ὅπου ἐπεχείρησε νὰ αὐτοκτονήσῃ διὰ λήψεως δηλητηρίου. Ἀνευρέθη ὑπὸ διερχομένων καὶ μετεφέρθη εἰς τὸ νοσοκομεῖον. Ἐκεῖ ἀνέκτησε τὰς αἰσθήσεις του καὶ ἐνώπιον τῶν ἀστυνομικῶν ὡμολόγησε τὸ ἔγκλημα μὲ πάσας τὰς λεπτομερείας. <box>604 915 793 1017</box>
priests-headline: ΚΑΘΟΛΙΚΟΙ ΙΕΡΕΙΣ ΔΕΝ ΣΥΜΦΩΝΟΥΝ ΜΕ ΤΗΝ ΑΠΑΓΟΡΕΥΣΙΝ ΤΩΝ ΑΝΤΙΣΥΛΛΗΠΤΙΚΩΝ <box>1014 738 1155 790</box>
priests-body: ΛΟΝΔΙΝΟΝ, 3. (Ἡν. Τύπος).— Πενήντα πέντε καθολικοὶ ἱερεῖς ἐδήλωσαν ὅτι διαφωνοῦν μὲ τὴν ἐγκύκλιον τοῦ Πάπα. <box>1000 794 1169 829</box>
nevada-headline: ΥΠΟΓΕΙΟΣ ΔΟΚΙΜΗ ΕΙΣ ΤΗΝ ΝΕΒΑΔΑ <box>1000 1044 1169 1069</box>
radio-subtitle: Θεσσαλονίκης <box>78 55 168 68</box>
summer-cinema-listing: ΑΝΕΤΟΝ τηλ. 80-850 (Παραλία): «Τὸ μεγάλο ταξίδι». <box>20 1403 216 1427</box>
cinema-listing: ΦΟΙΝΙΞ τηλ. 82-570: «Ὁ μεγάλος ἔρωτας». <box>236 985 421 997</box>
cinema-listing: ΣΕΛΙΝΗ τηλ. 50-981: «Ἡ κόρη τοῦ βουνοῦ». <box>20 1316 212 1328</box>
program-b-text-cont: 6.30 Πρωϊνὴ ἐκπομπή. 7 Ἐλαφρὰ μουσική. 9 Ἑλληνικὰ τραγούδια. 10.30 Μουσικὴ συναυλία. 11 Πρόγραμμα ἐλαφρᾶς μουσικῆς. 12.35 Ἀπὸ τὴν ὄπερα. 13.30 Τραγούδια. 14 Ἐλληνικοὶ χοροί. 15.45 Ἐλαφρὰ μουσική. 17 Ὀρχήστρα. 18.30 Ἡ ὥρα τοῦ παιδιοῦ. 19.50 Μουσικὴ ἐκπομπή. 21 Ἐκπομπὴ τῶν Ἐνόπλων Δυνάμεων. 22.30 Μουσικὴ δωματίου. 23.30 Νυκτερινὸ πρόγραμμα. <box>20 520 226 614</box>
mothers-body: ΜΠΕΡΜΙΓΧΑΜ, 3. (Ἡνωμ. Τύπος).— Ὁ δρ Κρόσκ, ἐνδοκρινολόγος, ἐδήλωσεν ὅτι εἰς τὸ προσεχὲς μέλλον αἱ μητέρες θὰ εἶναι εἰς θέσιν νὰ καθορίζουν ἐκ τῶν προτέρων τὸν ἀριθμὸν τῶν τέκνων των, τὰ ὁποῖα θὰ φέρουν εἰς τὸν κόσμον δι' ἑνὸς καὶ μόνον τοκετοῦ. <box>1179 916 1373 986</box>
school-photo <box>236 53 593 302</box>
crime-headline: Εν ψυχρῷ ἐστραγγάλισε τὴν ἐρωμένην του ὁ παρ' ὀλίγον αὐτόχειρ <box>620 32 974 167</box>
births-text: ΔΕΡ. ΤΗΓΑΝΗ, ἐκεχώρησε εἰς τὸ 100ον ἔτος τῆς ἡλικίας της ἐπὶ σειρὰν μακρὰν ἐτῶν. Ἡ κηδεία θὰ γίνῃ αὔριον. Ἀπὸ τὴν Κοινωνικὴν Καλαμαριᾶς, Ἐκτελεῖ Ἐλευθερίας. <box>236 512 410 571</box>
column-world-briefs <box>1000 10 1169 2314</box>
istanbul-subhead: ΑΠΟ ΤΟΥΣ ΚΑΠΝΟΥΣ ΤΩΝ Σ/ΓΟΣΤΑΣΙΩΝ <box>1007 249 1162 275</box>
cinema-listing: ΝΑΥΑΡΙΝΟΝ τηλ. 511-669: «Ἡ ἐπιστροφὴ τῆς Κατερίνας». <box>20 1205 218 1229</box>
program-a-text: 6.30 Ἑλληνικὰ σύμφωνα τραγούδια. 6.55 Τοπικὰ νέα. 7 Εἰδήσεις. 7.15 Ἐλαφρὰ μουσική. 7.45 Ἡ ἡμερησία καὶ ζωή. 8 Εἰδήσεις. 8.10 Ἐλαφρὰ ἑλληνικὰ τραγούδια. 12.15 Ἑλληνικὰ προγράμματα. 13 Εἰδήσεις. 13.15 Ἡ μουσικὴ τῶν ξένων. 13.30 Ἐλαφρὰ ὀρχηστρικὴ μουσική. 14 Ἡ καλλιτεχνικὴ ἱστορία. 14.25 Εὐβοϊκὴ μουσική. 14.30 Εἰδήσεις. 16 Συμφωνία. 16.30 Μουσική. 17 Ἐλαφρὰ μουσική. 17.30 Τραγούδια. 17.40 Δελτίον τύπου. 18 Εἰδήσεις. 19 Ἐλληνικὸ πρόγραμμα. 20 Ψυχαγωγία. 21 Ἡ ἑλληνικὴ ζωή. 22 Εἰδήσεις καὶ δελτίον καιροῦ. 23.30 Ἐλαφρὰ μουσικὴ τῆς νυκτός. <box>20 89 226 243</box>
cinema-listing: ΔΗΜΗΤΡΑ τηλ. 85-114: «Ὁ κόσμος τῆς νύχτας». <box>236 861 444 873</box>
thanks-text: Θερμὰς εὐχαριστίας ἐκφράζομεν πρὸς τοὺς ἰατροὺς καὶ ἅπαντας ὅσοι συνεπαθήσαν εἰς τὸ πένθος μας διὰ τὸν θάνατον τοῦ προσφιλοῦς μας. Ἡ οἰκογένεια. <box>20 880 226 927</box>
province-cinema-listing: ΒΕΡΟΙΑ ΖΑΠΠΕΙΟΝ: «Ὁ Ἀπολλώνιος». <box>236 1018 411 1029</box>
cinema-listing: ΜΑΞΙΜ (Π. Φανερωμένης): «Ἀπ' τὴν ἀγάπη στὸ ἔγκλημα». <box>20 1131 226 1155</box>
oliveoil-body: ΜΑΔΡΙΤΗ, 3. (Ἡν. Τύπος).— Τὸ διεθνὲς συνέδριον ἐπὶ τοῦ ἐλαιολάδου θὰ συνέλθῃ εἰς τὴν Μαδρίτην ἀπὸ 10 ἕως 14 Ὀκτωβρίου. <box>1000 985 1169 1032</box>
sermons-title: Θεῖα κηρύγματα <box>265 680 382 695</box>
radio-section-title: Ὁ ραδιόφωνον <box>22 16 224 50</box>
crime-body-1: μονα ὅτι δὲν ἦτο ὁ ἴδιος ἐρωτευμένος, ἀλλ' ὁ Χάρακας εἶχεν ἀποφασίσει νὰ τὴν ἐξοντώσῃ. Ὁ ἴδιος μετὰ τὴν ἀνακάλυψιν τοῦ πτώματος ὡμολόγησε πρὸς τοὺς ἀστυνομικοὺς ὅτι εἶχε συντάξει ὁ ἴδιος τὴν ἐπιστολὴν ἡ ὁποία εὑρέθη ἐπὶ τοῦ στήθους τῆς γυναικός. Ἡ σύζυγός του ἐξηφανίσθη ἀπὸ τὴν οἰκίαν καὶ τὰ παιδιὰ ἔμειναν μόνα. Ἀργότερα ἐξεδήλωσε τὴν πρόθεσιν νὰ αὐτοκτονήσῃ. <box>604 765 793 893</box>
flag-headline: ΕΙΣΗΛΘΟΝ ΒΙΑΙΩΣ ΕΙΣ ΑΣΤΥΝΟΜΙΚΟΝ ΤΜΗΜΑ ΔΙΑ ΝΑ ΥΦΑΡΠΑΣΟΥΝ ΤΗΝ ΣΗΜΑΙΑΝ ΤΩΝ <box>1000 840 1169 892</box>
fleet-body: ΛΟΝΔΙΝΟΝ, 3. (Ἡνωμ. Τύπος).— Ὁ λόρδος Τζώνς ἐξέφρασε ἀνησυχίας διὰ τὴν ραγδαίαν αὔξησιν τοῦ ρωσικοῦ ἐμπορικοῦ στόλου, ὁ ὁποῖος ἀπειλεῖ τὰ βρετανικὰ συμφέροντα. <box>1000 554 1169 612</box>
anniversaries-title: Ἐπιμνημόσυνα <box>418 743 591 774</box>
barnard-body: ΣΙΚΑΓΟΝ, 3. (Ἀσσ. Πρές).— Ὁ δρ Κρίστιαν Μπάρναρντ, ὁ πρωτοπόρος τῶν μεταμοσχεύσεων, ἐδήλωσεν ὅτι ἀναμένει τὴν ἀπόρριψιν τῆς καρδίας τοῦ Φίλιπ Μπλάϊμπεργκ διὰ νὰ τοῦ προσφέρῃ μίαν ἄλλην. <box>1179 675 1373 733</box>
cinema-listing: ΡΟΖΑΛΙ τηλ. 511-429: «Τὸ τελευταῖο ταξίδι». <box>20 1291 216 1303</box>
column-social <box>236 10 593 1873</box>
page-number: Σελίς 3 <box>1442 10 1575 45</box>
cinema-listing: ΗΛΕΚΤΡΑ τηλ. 41-873: «Ἄσπρα πουλιά» καὶ «Τὰ τέλη τοῦ τραγουδιοῦ». <box>20 1056 212 1080</box>
program-a-heading: Α΄ ΠΡΟΓΡΑΜΜΑ <box>20 72 126 86</box>
oecd-body-cont: ΠΑΡΙΣΙΟΙ, 3. (Ἡν. Τύπος).— Κατὰ τὴν συνεδρίασιν τοῦ Ὀργανισμοῦ Οἰκονομικῆς Συνεργασίας καὶ Ἀναπτύξεως ἐκαθορίσθη ὁ ρόλος τῶν ἐργατικῶν συνδικάτων βάσει τῶν νέων δεδομένων εἰς τὸν εὐρωπαϊκὸν χῶρον. Ἀπεφασίσθη ἡ σύγκλησις νέας συσκέψεως. <box>1381 1123 1575 1193</box>
cinemas-continued: ΣΥΝΕΧΕΙΑ ΕΚ ΤΗΣ 2ας ΣΕΛ. <box>20 969 184 982</box>
oliveoil-headline: ΔΙΕΘΝΕΣ ΣΥΝΕΔΡΙΟΝ ΕΠΙ ΤΟΥ ΕΛΑΙΟΛΑΔΟΥ ΘΑ ΣΥΝΕΛΘΗ ΕΙΣ ΜΑΔΡΙΤΗΝ <box>1008 942 1161 981</box>
cinema-listing: ΚΟΣΜΟΠΟΛΙΣ τηλ. 22-755: «Κυρίες καὶ κύριοι». <box>20 1093 197 1117</box>
crime-body-left <box>604 749 793 1144</box>
tsar-kicker: Η ΘΕΤΗ ΚΟΡΗ ΕΝΟΣ ΟΛΛΑΝΔΟΥ <box>699 1154 895 1166</box>
province-cinema-listing: ΚΑΒΑΛΑ ΑΠΟΛΛΩΝ: «Ἕνας ἄνδρας». <box>236 1079 409 1091</box>
cinema-listing: ΟΛΥΜΠΙΟΝ τηλ. 513-105: «Κόκκινη ἀγάπη». <box>20 1230 217 1241</box>
crime-subdeck: ΣΚΗΝΟΘΕΣΙΑ ΚΑΙ Η ΑΠΟΠΕΙΡΑ <box>653 243 941 263</box>
